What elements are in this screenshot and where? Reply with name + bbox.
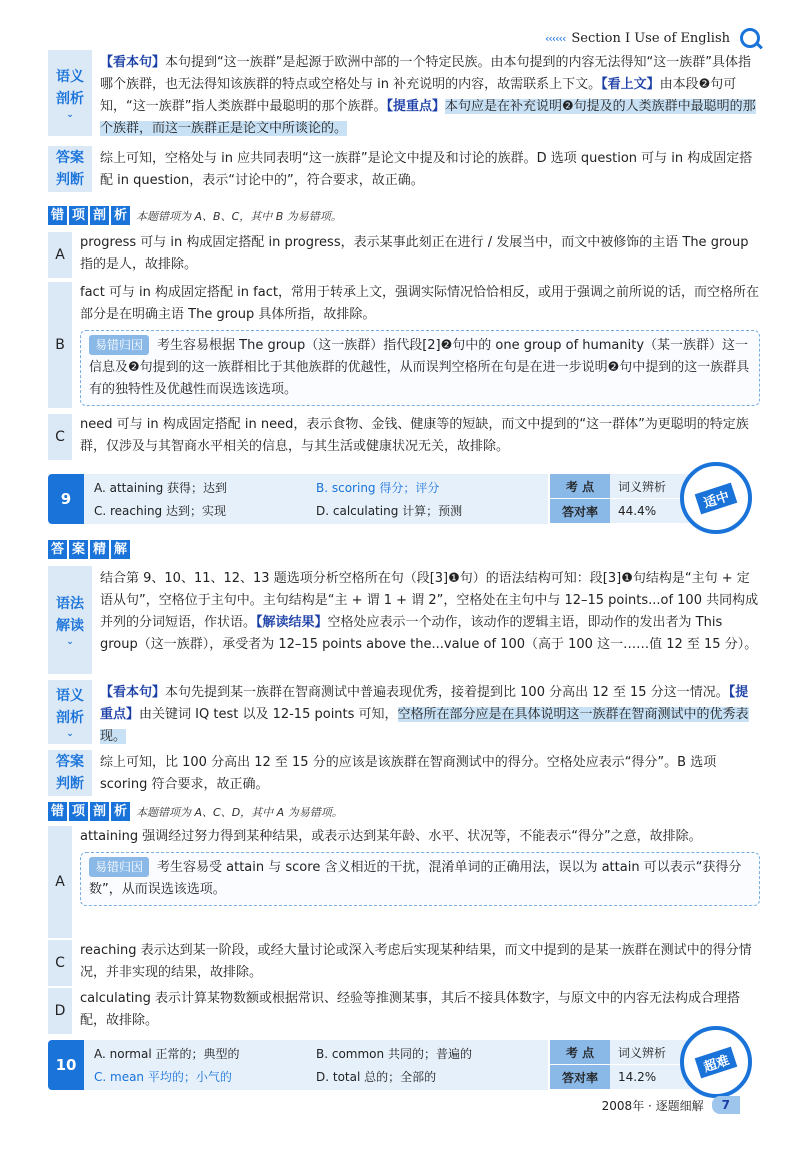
heading-char: 解 bbox=[111, 540, 130, 559]
question-9-bar bbox=[48, 474, 738, 524]
semantic-analysis-block-2 bbox=[48, 680, 760, 744]
text: 空格处应表示一个动作，该动作的逻辑主语，即动作的发出者为 This group（这一族群），承受者为 12–15 points above the...value of 100（高于 100 这一……值 12 至 15 分）。 bbox=[100, 615, 758, 652]
question-number: 9 bbox=[48, 474, 84, 524]
difficulty-label: 适中 bbox=[695, 482, 738, 514]
heading-note: 本题错项为 A、C、D，其中 A 为易错项。 bbox=[136, 805, 343, 819]
tag-line: 剖析 bbox=[56, 91, 84, 107]
error-cause-box bbox=[80, 852, 760, 906]
highlighted-text: 本句应是在补充说明❷句提及的人类族群中最聪明的那个族群，而这一族群正是论文中所谈论的。 bbox=[100, 99, 756, 136]
keyword: 【解读结果】 bbox=[256, 615, 328, 630]
correct-rate-label: 答对率 bbox=[550, 1065, 610, 1090]
heading-char: 案 bbox=[69, 540, 88, 559]
option-analysis-d-2 bbox=[48, 988, 760, 1034]
heading-char: 项 bbox=[69, 206, 88, 225]
tag-line: 语义 bbox=[56, 69, 84, 85]
semantic-analysis-block bbox=[48, 50, 760, 136]
option-a: A. attaining 获得；达到 bbox=[94, 481, 228, 495]
page-number: 7 bbox=[712, 1096, 740, 1114]
arrows-icon: ‹‹‹‹‹‹ bbox=[544, 31, 566, 45]
tag-line: 剖析 bbox=[56, 710, 84, 726]
section-title: Section I Use of English bbox=[571, 30, 730, 46]
option-text: reaching 表示达到某一阶段，或经大量讨论或深入考虑后实现某种结果，而文中提到的是某一族群在测试中的得分情况，并非实现的结果，故排除。 bbox=[80, 943, 752, 980]
heading-char: 答 bbox=[48, 540, 67, 559]
option-d: D. total 总的；全部的 bbox=[316, 1070, 437, 1084]
page-footer bbox=[602, 1096, 740, 1114]
option-analysis-a bbox=[48, 232, 760, 278]
keyword: 【看上文】 bbox=[601, 77, 660, 92]
test-point-label: 考 点 bbox=[550, 474, 610, 499]
heading-char: 错 bbox=[48, 206, 67, 225]
text: 本句先提到某一族群在智商测试中普遍表现优秀，接着提到比 100 分高出 12 至 15 分这一情况。 bbox=[165, 685, 729, 700]
wrong-options-heading bbox=[48, 206, 342, 225]
option-text: attaining 强调经过努力得到某种结果，或表示达到某年龄、水平、状况等，不能表示“得分”之意，故排除。 bbox=[80, 829, 702, 844]
highlighted-text: 空格所在部分应是在具体说明这一族群在智商测试中的优秀表现。 bbox=[100, 707, 749, 744]
option-letter: C bbox=[48, 414, 72, 460]
keyword: 【提重点】 bbox=[100, 685, 749, 722]
block-tag bbox=[48, 50, 92, 136]
chevron-down-icon: ⌄ bbox=[66, 110, 74, 120]
tag-line: 答案 bbox=[56, 150, 84, 166]
question-options bbox=[84, 1040, 548, 1090]
tag-line: 判断 bbox=[56, 776, 84, 792]
answer-judgement-block-2 bbox=[48, 750, 760, 796]
text: 结合第 9、10、11、12、13 题选项分析空格所在句（段[3]❶句）的语法结构可知：段[3]❶句结构是“主句 + 定语从句”，空格位于主句中。主句结构是“主 + 谓 1 + 谓 2”，空格处在主句中与 12–15 points...of 100 共同构成并列的分词短语，作状语。 bbox=[100, 571, 759, 630]
option-analysis-c-2 bbox=[48, 940, 760, 986]
heading-char: 项 bbox=[69, 802, 88, 821]
correct-rate-value: 14.2% bbox=[610, 1065, 738, 1090]
tag-line: 答案 bbox=[56, 754, 84, 770]
error-cause-text: 考生容易受 attain 与 score 含义相近的干扰，混淆单词的正确用法，误以为 attain 可以表示“获得分数”，从而误选该选项。 bbox=[89, 860, 742, 897]
option-letter: A bbox=[48, 232, 72, 278]
option-a: A. normal 正常的；典型的 bbox=[94, 1047, 240, 1061]
block-tag bbox=[48, 680, 92, 744]
option-analysis-a-2 bbox=[48, 826, 760, 938]
heading-char: 错 bbox=[48, 802, 67, 821]
q-logo-icon bbox=[740, 28, 760, 48]
correct-rate-label: 答对率 bbox=[550, 499, 610, 524]
keyword: 【提重点】 bbox=[386, 99, 445, 114]
option-analysis-b bbox=[48, 282, 760, 408]
difficulty-badge bbox=[680, 1026, 752, 1098]
option-letter: B bbox=[48, 282, 72, 408]
option-letter: D bbox=[48, 988, 72, 1034]
heading-char: 析 bbox=[111, 802, 130, 821]
heading-char: 剖 bbox=[90, 206, 109, 225]
option-text: progress 可与 in 构成固定搭配 in progress，表示某事此刻正在进行 / 发展当中，而文中被修饰的主语 The group 指的是人，故排除。 bbox=[80, 235, 749, 272]
correct-rate-value: 44.4% bbox=[610, 499, 738, 524]
test-point-value: 词义辨析 bbox=[610, 474, 738, 499]
tag-line: 语义 bbox=[56, 688, 84, 704]
error-cause-box bbox=[80, 330, 760, 406]
text: 由本段❷句可知，“这一族群”指人类族群中最聪明的那个族群。 bbox=[100, 77, 737, 114]
page-header bbox=[545, 24, 760, 52]
difficulty-label: 超难 bbox=[695, 1046, 738, 1078]
option-body bbox=[72, 826, 760, 938]
option-letter: A bbox=[48, 826, 72, 938]
tag-line: 判断 bbox=[56, 172, 84, 188]
option-text: fact 可与 in 构成固定搭配 in fact，常用于转承上文，强调实际情况恰恰相反，或用于强调之前所说的话，而空格所在部分是在明确主语 The group 具体所指，故排除。 bbox=[80, 285, 759, 322]
tag-line: 解读 bbox=[56, 618, 84, 634]
question-options bbox=[84, 474, 548, 524]
difficulty-badge bbox=[680, 462, 752, 534]
book-title: 2008年 · 逐题细解 bbox=[601, 1098, 704, 1113]
question-10-bar bbox=[48, 1040, 738, 1090]
heading-char: 析 bbox=[111, 206, 130, 225]
test-point-value: 词义辨析 bbox=[610, 1040, 738, 1065]
heading-char: 剖 bbox=[90, 802, 109, 821]
keyword: 【看本句】 bbox=[100, 685, 166, 700]
heading-boxes bbox=[48, 540, 130, 559]
error-cause-text: 考生容易根据 The group（这一族群）指代段[2]❷句中的 one group of humanity（某一族群）这一信息及❷句提到的这一族群相比于其他族群的优越性，从而误判空格所在句是在进一步说明❷句中提到的这一族群具有的独特性及优越性而误选该选项。 bbox=[89, 338, 750, 397]
heading-boxes bbox=[48, 802, 130, 821]
heading-char: 精 bbox=[90, 540, 109, 559]
heading-note: 本题错项为 A、B、C，其中 B 为易错项。 bbox=[136, 209, 342, 223]
block-tag bbox=[48, 566, 92, 674]
chevron-down-icon: ⌄ bbox=[66, 729, 74, 739]
block-text bbox=[92, 50, 760, 136]
answer-judgement-block bbox=[48, 146, 760, 192]
heading-boxes bbox=[48, 206, 130, 225]
block-text bbox=[92, 680, 760, 744]
wrong-options-heading-2 bbox=[48, 802, 343, 821]
error-cause-label: 易错归因 bbox=[89, 335, 149, 355]
tag-line: 语法 bbox=[56, 596, 84, 612]
option-c: C. reaching 达到；实现 bbox=[94, 504, 226, 518]
grammar-analysis-block bbox=[48, 566, 760, 674]
error-cause-label: 易错归因 bbox=[89, 857, 149, 877]
option-c-correct: C. mean 平均的；小气的 bbox=[94, 1070, 232, 1084]
block-text: 综上可知，比 100 分高出 12 至 15 分的应该是该族群在智商测试中的得分。空格处应表示“得分”。B 选项 scoring 符合要求，故正确。 bbox=[100, 755, 717, 792]
text: 本句提到“这一族群”是起源于欧洲中部的一个特定民族。由本句提到的内容无法得知“这一族群”具体指哪个族群，也无法得知该族群的特点或空格处与 in 补充说明的内容，故需联系上下文。 bbox=[100, 55, 751, 92]
option-d: D. calculating 计算；预测 bbox=[316, 504, 463, 518]
keyword: 【看本句】 bbox=[100, 55, 166, 70]
option-b-correct: B. scoring 得分；评分 bbox=[316, 481, 440, 495]
option-text: calculating 表示计算某物数额或根据常识、经验等推测某事，其后不接具体数字，与原文中的内容无法构成合理搭配，故排除。 bbox=[80, 991, 741, 1028]
text: 由关键词 IQ test 以及 12-15 points 可知， bbox=[139, 707, 398, 722]
option-text: need 可与 in 构成固定搭配 in need，表示食物、金钱、健康等的短缺，而文中提到的“这一群体”为更聪明的特定族群，仅涉及与其智商水平相关的信息，与其生活或健康状况无关，故排除。 bbox=[80, 417, 749, 454]
answer-explanation-heading bbox=[48, 540, 130, 559]
option-analysis-c bbox=[48, 414, 760, 460]
chevron-down-icon: ⌄ bbox=[66, 637, 74, 647]
option-letter: C bbox=[48, 940, 72, 986]
block-text: 综上可知，空格处与 in 应共同表明“这一族群”是论文中提及和讨论的族群。D 选项 question 可与 in 构成固定搭配 in question，表示“讨论中的”，符合要求，故正确。 bbox=[100, 151, 753, 188]
block-text bbox=[92, 566, 760, 674]
question-number: 10 bbox=[48, 1040, 84, 1090]
option-b: B. common 共同的；普遍的 bbox=[316, 1047, 472, 1061]
block-tag bbox=[48, 146, 92, 192]
option-body bbox=[72, 282, 760, 408]
block-tag bbox=[48, 750, 92, 796]
test-point-label: 考 点 bbox=[550, 1040, 610, 1065]
